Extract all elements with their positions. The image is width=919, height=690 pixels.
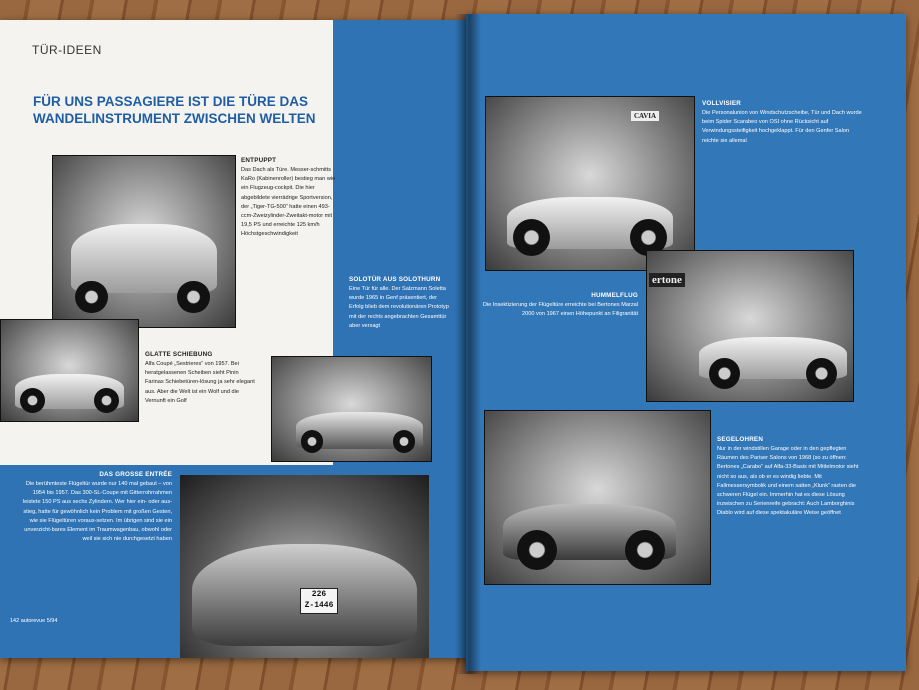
caption-entpuppt-title: ENTPUPPT [241,157,277,164]
page-headline: FÜR UNS PASSAGIERE IST DIE TÜRE DAS WANDELINSTRUMENT ZWISCHEN WELTEN [33,94,316,126]
section-label: TÜR-IDEEN [32,43,102,57]
photo-osi-scarabeo [485,96,695,271]
caption-solotuer-text: Eine Tür für alle. Der Salzmann Soletta wurde 1965 in Genf präsentiert, der Erfolg blieb dem revolutionären Prototyp mit der rechts angebrachten Gesamttür aber versagt [349,286,449,329]
caption-glatte-text: Alfa Coupé „Sestrieres“ von 1957. Bei heratgelassenen Scheiben sieht Pinin Farinas Schiebetüren-lösung ja sehr elegant aus. Aber die Welt ist ein Wolf und die Vernunft ein Golf [145,361,255,404]
license-plate-line1: 226 [311,590,327,599]
photo-messerschmitt-tiger [52,155,236,328]
caption-entree-text: Die berühmteste Flügeltür wurde nur 140 mal gebaut – von 1954 bis 1957. Das 300-SL-Coupe mit Gitterrohrrahmen leistete 150 PS aus sechs Zylindern. Wer hier ein- oder aus-stieg, hatte für gewöhnlich kein Problem mit großen Gesten, wie sie Flügeltüren voraus-setzen. Im übrigen sind sie ein unverzicht-bares Element im Traumwagenbau, obwohl oder weil sie sich nie durchgesetzt haben [22,481,172,543]
caption-vollvisier-title: VOLLVISIER [702,100,741,107]
caption-segelohren [717,436,867,519]
photo-mercedes-300sl [180,475,429,658]
caption-hummelflug [480,292,638,319]
photo-bertone-carabo [484,410,711,585]
caption-segelohren-title: SEGELOHREN [717,436,764,443]
caption-solotuer [349,276,449,331]
caption-hummelflug-title: HUMMELFLUG [591,292,638,299]
caption-entree-title: DAS GROSSE ENTRÉE [99,471,172,478]
caption-solotuer-title: SOLOTÜR AUS SOLOTHURN [349,276,441,283]
right-page [466,14,906,671]
photo-bertone-marzal [646,250,854,402]
book-gutter-shadow [455,14,481,674]
page-footer: 142 autorevue 5/94 [10,618,58,624]
caption-entpuppt [241,157,336,240]
caption-hummelflug-text: Die Insektizierung der Flügeltüre erreichte bei Bertones Marzal 2000 von 1967 einen Höhepunkt an Filigranität [482,302,638,318]
photo-salzmann-soletta [271,356,432,462]
caption-vollvisier [702,100,867,146]
caption-das-grosse-entree [22,471,172,544]
caption-vollvisier-text: Die Personalunion von Windschutzscheibe, Tür und Dach wurde beim Spider Scarabeo von OSI ohne Rücksicht auf Verwindungssteifigkeit hochgeklappt. Für den Genfer Salon reichte sie allemal [702,110,862,144]
caption-entpuppt-text: Das Dach als Türe. Messer-schmitts KaRo (Kabinenroller) bestieg man wie ein Flugzeug-cockpit. Die hier abgebildete vierrädrige Sportversion, der „Tiger-TG-500“ hatte einen 493-ccm-Zweizylinder-Zweitakt-motor mit 19,5 PS und erreichte 125 km/h Höchstgeschwindigkeit [241,167,336,238]
bertone-sign: ertone [649,273,685,287]
caption-segelohren-text: Nur in der windstillen Garage oder in den gepflegten Räumen des Pariser Salons von 1968 (so zu öffnen: Bertones „Carabo“ auf Alfa-33-Basis mit Mittelmotor sieht nicht so aus, als ob er es windig liebte. Mit Fallmessersymbolik und einem satten „Klunk“ rasten die schweren Flügel ein. Immerhin hat es diese Lösung inzwischen zu Serienreife gebracht: Auch Lamborghinis Diablo wird auf diese spektakuläre Weise geöffnet [717,446,859,517]
caption-glatte-title: GLATTE SCHIEBUNG [145,351,213,358]
license-plate-line2: Z-1446 [304,601,334,610]
license-plate [300,588,338,614]
photo-alfa-sestrieres [0,319,139,422]
cavia-sign: CAVIA [631,111,659,121]
left-page [0,20,470,658]
caption-glatte-schiebung [145,351,257,406]
